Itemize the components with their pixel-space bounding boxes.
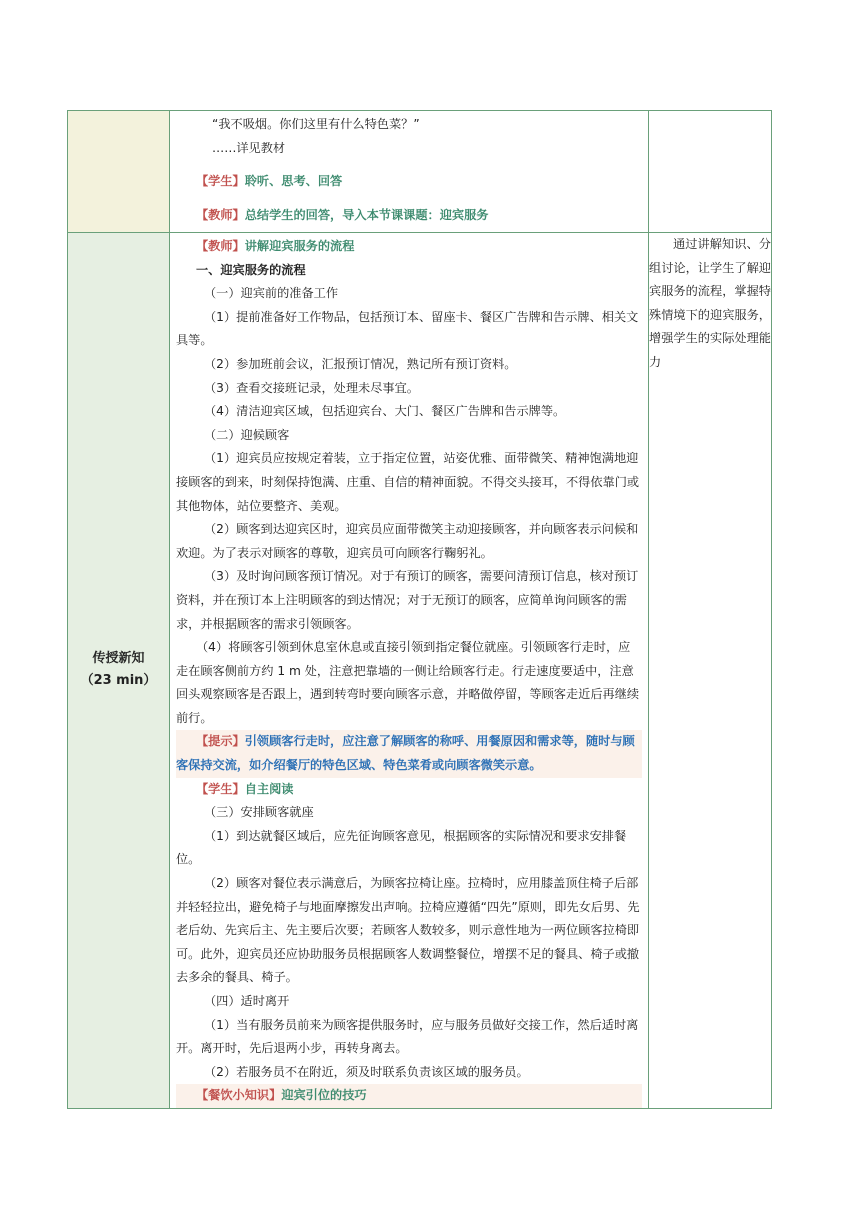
teaching-goal-note: 通过讲解知识、分组讨论，让学生了解迎宾服务的流程，掌握特殊情境下的迎宾服务，增强学生的实际处理能力 [649,237,771,369]
sub-heading: （三）安排顾客就座 [204,805,314,820]
paragraph: （2）参加班前会议，汇报预订情况，熟记所有预订资料。 [204,356,517,371]
paragraph: （2）顾客对餐位表示满意后，为顾客拉椅让座。拉椅时，应用膝盖顶住椅子后部并轻轻拉出，避免椅子与地面摩擦发出声响。拉椅应遵循“四先”原则，即先女后男、先老后幼、先宾后主、先主要后次要；若顾客人数较多，则示意性地为一两位顾客拉椅即可。此外，迎宾员还应协助服务员根据顾客人数调整餐位，增摆不足的餐具、椅子或撤去多余的餐具、椅子。 [176,876,640,985]
stage-cell [68,233,170,1109]
teacher-intro: 【教师】讲解迎宾服务的流程 [196,239,355,253]
teacher-line [176,204,642,228]
sub-heading: （一）迎宾前的准备工作 [204,286,339,301]
student-tag: 【学生】 [196,174,245,189]
paragraph: （1）到达就餐区域后，应先征询顾客意见，根据顾客的实际情况和要求安排餐位。 [176,828,627,867]
stage-cell [68,111,170,233]
note-cell [649,111,772,233]
tip-tag: 【提示】 [196,734,245,749]
content-cell [170,233,649,1109]
knowledge-box: 【餐饮小知识】迎宾引位的技巧 [176,1084,642,1108]
paragraph: （2）顾客到达迎宾区时，迎宾员应面带微笑主动迎接顾客，并向顾客表示问候和欢迎。为了表示对顾客的尊敬，迎宾员可向顾客行鞠躬礼。 [176,522,639,560]
note-cell [649,233,772,1109]
paragraph: （2）若服务员不在附近，须及时联系负责该区域的服务员。 [204,1064,529,1079]
paragraph: （1）当有服务员前来为顾客提供服务时，应与服务员做好交接工作，然后适时离开。离开时，先后退两小步，再转身离去。 [176,1017,639,1056]
paragraph: （1）提前准备好工作物品，包括预订本、留座卡、餐区广告牌和告示牌、相关文具等。 [176,309,639,348]
section-heading: 一、迎宾服务的流程 [196,262,306,277]
tip-box [176,730,642,777]
stage-duration: （23 min） [80,673,157,689]
student-line [176,170,642,194]
teacher-text: 总结学生的回答，导入本节课课题：迎宾服务 [244,207,489,222]
student-read-line: 【学生】自主阅读 [196,781,294,796]
sub-heading: （二）迎候顾客 [204,427,290,442]
lesson-plan-table [67,110,772,1109]
paragraph: （4）将顾客引领到休息室休息或直接引领到指定餐位就座。引领顾客行走时，应走在顾客侧前方约 1 m 处，注意把靠墙的一侧让给顾客行走。行走速度要适中，注意回头观察顾客是否跟上，遇到转弯时要向顾客示意，并略做停留，等顾客走近后再继续前行。 [176,640,640,725]
paragraph: （3）查看交接班记录，处理未尽事宜。 [204,380,419,395]
teacher-tag: 【教师】 [196,207,245,222]
stage-label: 传授新知 [92,651,145,667]
quote-text: “我不吸烟。你们这里有什么特色菜？” [212,117,420,131]
sub-heading: （四）适时离开 [204,994,290,1008]
student-text: 聆听、思考、回答 [244,174,343,189]
paragraph: （1）迎宾员应按规定着装，立于指定位置，站姿优雅、面带微笑、精神饱满地迎接顾客的到来，时刻保持饱满、庄重、自信的精神面貌。不得交头接耳，不得依靠门或其他物体，站位要整齐、美观。 [176,451,640,513]
table-row [68,233,772,1109]
tip-text: 引领顾客行走时，应注意了解顾客的称呼、用餐原因和需求等，随时与顾客保持交流，如介绍餐厅的特色区域、特色菜肴或向顾客微笑示意。 [176,734,635,773]
paragraph: （3）及时询问顾客预订情况。对于有预订的顾客，需要问清预订信息，核对预订资料，并在预订本上注明顾客的到达情况；对于无预订的顾客，应简单询问顾客的需求，并根据顾客的需求引领顾客。 [176,569,639,631]
paragraph: （4）清洁迎宾区域，包括迎宾台、大门、餐区广告牌和告示牌等。 [204,404,566,419]
see-textbook: ……详见教材 [212,140,286,155]
table-row [68,111,772,233]
content-cell [170,111,649,233]
